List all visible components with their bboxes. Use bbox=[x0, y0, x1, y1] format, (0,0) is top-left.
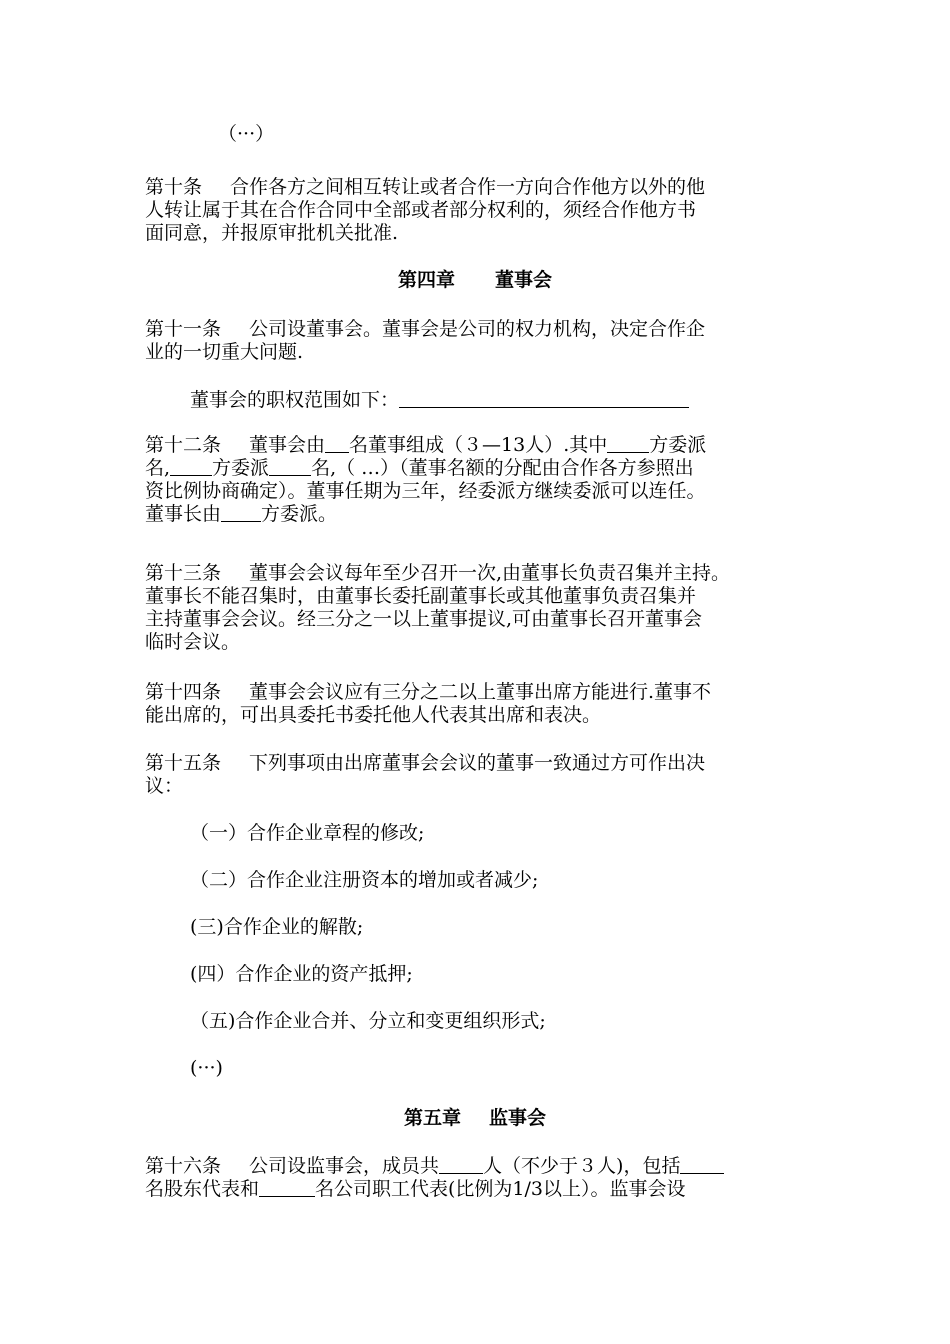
list-item: (四）合作企业的资产抵押; bbox=[190, 963, 413, 985]
ellipsis-top: （···） bbox=[218, 123, 275, 145]
article-number: 第十四条 bbox=[145, 681, 222, 703]
article-text: 公司设董事会。董事会是公司的权力机构，决定合作企 bbox=[249, 318, 706, 340]
article-text: 主持董事会会议。经三分之一以上董事提议,可由董事长召开董事会 bbox=[145, 608, 703, 630]
article-number: 第十六条 bbox=[145, 1155, 222, 1177]
chapter-5-heading: 第五章 监事会 bbox=[403, 1107, 547, 1129]
list-item: (三)合作企业的解散; bbox=[190, 916, 364, 938]
board-scope-label: 董事会的职权范围如下： bbox=[190, 389, 400, 411]
fill-blank bbox=[269, 457, 311, 476]
document-page: （···） 第十条 合作各方之间相互转让或者合作一方向合作他方以外的他 人转让属于其在合作合同中全部或者部分权利的，须经合作他方书 面同意，并报原审批机关批准. 第四章 董事会 第十一条 公司设董事会。董事会是公司的权力机构，决定合作企 业的一切重大问题. 董事会的职权范围如下： 第十二条 董事会由 名董事组成（３—13人）.其中 方委派 名, 方委派 名,（ …）（董事名额的分配由合作各方参照出 资比例协商确定）。董事任期为三年，经委派方继续委派可以连任。 董事长由 方委派。 第十三条 董事会会议每年至少召开一次,由董事长负责召集并主持。 董事长不能召集时，由董事长委托副董事长或其他董事负责召集并 主持董事会会议。经三分之一以上董事提议,可由董事长召开董事会 临时会议。 第十四条 董事会会议应有三分之二以上董事出席方能进行.董事不 能出席的，可出具委托书委托他人代表其出席和表决。 第十五条 下列事项由出席董事会会议的董事一致通过方可作出决 议： （一）合作企业章程的修改; （二）合作企业注册资本的增加或者减少; (三)合作企业的解散; (四）合作企业的资产抵押; （五)合作企业合并、分立和变更组织形式; (···) 第五章 监事会 第十六条 公司设监事会，成员共 人（不少于３人)，包括 名股东代表和 名公司职工代表(比例为1/3以上）。监事会设 bbox=[0, 0, 950, 1344]
article-number: 第十五条 bbox=[145, 752, 222, 774]
article-number: 第十二条 bbox=[145, 434, 222, 456]
article-text: 业的一切重大问题. bbox=[145, 341, 304, 363]
article-number: 第十条 bbox=[145, 176, 203, 198]
fill-blank bbox=[221, 503, 261, 522]
fill-blank bbox=[325, 434, 349, 453]
fill-blank bbox=[259, 1178, 315, 1197]
list-item: （一）合作企业章程的修改; bbox=[190, 822, 425, 844]
article-text: 董事长不能召集时，由董事长委托副董事长或其他董事负责召集并 bbox=[145, 585, 697, 607]
article-text: 董事会会议应有三分之二以上董事出席方能进行.董事不 bbox=[249, 681, 712, 703]
list-item: (···) bbox=[190, 1057, 223, 1079]
article-text: 能出席的，可出具委托书委托他人代表其出席和表决。 bbox=[145, 704, 602, 726]
list-item: （五)合作企业合并、分立和变更组织形式; bbox=[190, 1010, 546, 1032]
article-text: 议： bbox=[145, 775, 184, 797]
article-text: 下列事项由出席董事会会议的董事一致通过方可作出决 bbox=[249, 752, 706, 774]
article-text: 人转让属于其在合作合同中全部或者部分权利的，须经合作他方书 bbox=[145, 199, 697, 221]
article-text: 董事会会议每年至少召开一次,由董事长负责召集并主持。 bbox=[249, 562, 731, 584]
list-item: （二）合作企业注册资本的增加或者减少; bbox=[190, 869, 539, 891]
article-text: 合作各方之间相互转让或者合作一方向合作他方以外的他 bbox=[230, 176, 706, 198]
fill-blank bbox=[607, 434, 649, 453]
fill-blank bbox=[170, 457, 212, 476]
article-text: 资比例协商确定）。董事任期为三年，经委派方继续委派可以连任。 bbox=[145, 480, 706, 502]
article-text: 面同意，并报原审批机关批准. bbox=[145, 222, 399, 244]
chapter-4-heading: 第四章 董事会 bbox=[397, 269, 553, 291]
article-number: 第十一条 bbox=[145, 318, 222, 340]
article-text: 临时会议。 bbox=[145, 631, 241, 653]
fill-blank bbox=[439, 1155, 483, 1174]
fill-blank bbox=[680, 1155, 724, 1174]
article-number: 第十三条 bbox=[145, 562, 222, 584]
board-scope-blank bbox=[399, 389, 689, 408]
